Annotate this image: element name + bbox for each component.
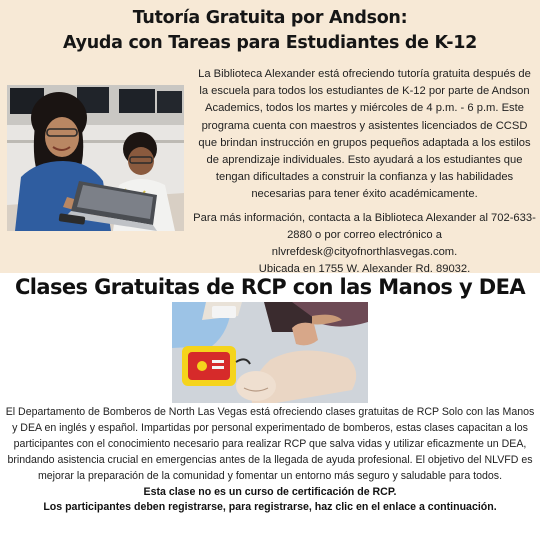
- tutoring-contact: Para más información, contacta a la Biblioteca Alexander al 702-633-2880 o por correo electrónico a nlvrefdesk@cityofnorthlasvegas.com.: [193, 211, 536, 259]
- cpr-body: [4, 405, 536, 516]
- tutoring-title-line2: Ayuda con Tareas para Estudiantes de K-12: [63, 33, 477, 53]
- cpr-description: El Departamento de Bomberos de North Las Vegas está ofreciendo clases gratuitas de RCP Solo con las Manos y DEA en inglés y español. Impartidas por personal experimentado de bomberos, estas clases capacitan a los participantes con el conocimiento necesario para realizar RCP que salva vidas y utilizar eficazmente un DEA, brindando asistencia crucial en emergencias antes de la llegada de ayuda profesional. El objetivo del NLVFD es mejorar la preparación de la comunidad y fomentar un entorno más seguro y saludable para todos.: [5, 406, 535, 482]
- tutoring-title-line1: Tutoría Gratuita por Andson:: [132, 8, 408, 28]
- tutoring-title: [0, 6, 540, 56]
- cpr-title: Clases Gratuitas de RCP con las Manos y DEA: [15, 275, 525, 299]
- cpr-certification-note: Esta clase no es un curso de certificación de RCP.: [143, 485, 397, 498]
- cpr-photo: [172, 302, 368, 403]
- tutoring-description: La Biblioteca Alexander está ofreciendo tutoría gratuita después de la escuela para todos los estudiantes de K-12 por parte de Andson Academics, todos los martes y miércoles de 4 p.m. - 6 p.m. Este programa cuenta con maestros y asistentes licenciados de CCSD que brindan instrucción en grupos pequeños adaptada a los estilos de aprendizaje individuales. Esto ayudará a los estudiantes que tengan dificultades a construir la confianza y las habilidades necesarias para tener éxito académicamente.: [198, 68, 531, 201]
- tutoring-photo: [7, 85, 184, 231]
- cpr-registration-note: Los participantes deben registrarse, para registrarse, haz clic en el enlace a continuación.: [43, 501, 497, 514]
- tutoring-body: [193, 66, 536, 278]
- tutoring-address: Ubicada en 1755 W. Alexander Rd. 89032.: [258, 263, 471, 276]
